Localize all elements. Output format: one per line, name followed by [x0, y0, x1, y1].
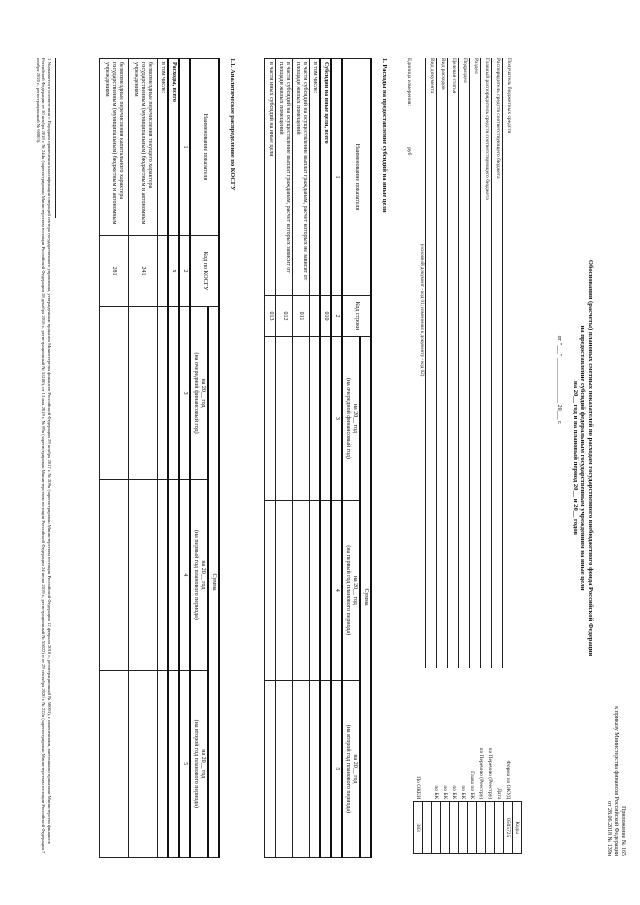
- appendix-block: [605, 600, 626, 856]
- table-row: безвозмездные перечисления текущего характера государственным (муниципальным) бюджетным и автономным учреждениям 241: [128, 59, 157, 858]
- unit-value: руб: [406, 147, 412, 156]
- col-year1-header: на 20__ год (на очередной финансовый год): [190, 307, 208, 480]
- form-row: по БК: [459, 712, 468, 854]
- col-year3-header: на 20__ год (на второй год планового периода): [342, 680, 360, 857]
- codes-table: [413, 712, 522, 854]
- col-year2-header: на 20__ год (на первый год планового периода): [342, 500, 360, 680]
- col-name-header: Наименование показателя: [190, 59, 219, 236]
- form-row: по Перечню (Реестру): [477, 712, 486, 854]
- footnote-divider: [55, 58, 56, 218]
- appendix-line-3: от 28.06.2018 № 139н: [606, 801, 613, 856]
- appendix-line-2: к приказу Министерства финансов Российской Федерации: [613, 706, 620, 856]
- field-subsection[interactable]: Подраздел: [458, 58, 468, 668]
- col-name-header: Наименование показателя: [342, 59, 371, 296]
- column-numbers-row: 1 2 3 4 5: [331, 59, 342, 858]
- form-row: Дата: [495, 712, 504, 854]
- form-row: по БК: [441, 712, 450, 854]
- form-row: по БК: [432, 712, 441, 854]
- table-row: в части иных субсидий на иные цели 013: [265, 59, 276, 858]
- field-doc-type[interactable]: Вид документа: [425, 58, 435, 668]
- unit-row: [406, 58, 412, 155]
- section1-title: 1. Расходы на предоставление субсидий на иные цели: [381, 58, 388, 213]
- table-row: в части субсидий на осуществление выплат гражданам, расчет которых не зависит от площади жилых помещений 011: [293, 59, 310, 858]
- form-row: [423, 712, 432, 854]
- footnote: 1 Указывается в соответствии с Порядком применения классификации операций сектора государственного управления, утвержденным приказом Министерства финансов Российской Федерации 29 ноября 2017 г. № 209н (зарегистрирован Министерством юстиции Российской Федерации 12 февраля 2018 г., регистрационный № 50003), с изменениями, внесенными приказами Министерства финансов Российской Федерации от 30 ноября 2018 г. № 244н (зарегистрирован Министерством юстиции Российской Федерации 28 декабря 2018 г., регистрационный № 53180), от 13 мая 2019 г. № 69н (зарегистрирован Министерством юстиции Российской Федерации 24 июня 2019 г., регистрационный № 55022) и от 29 сентября 2020 г. № 222н (зарегистрирован Министерством юстиции Российской Федерации 7 ноября 2020 г., регистрационный № 60803).: [36, 58, 52, 854]
- form-title: [571, 58, 594, 858]
- table-row: в том числе:: [157, 59, 168, 858]
- field-manager[interactable]: Распорядитель средств соответствующего бюджета: [491, 58, 501, 668]
- field-section[interactable]: Раздел: [469, 58, 479, 668]
- col-year3-header: на 20__ год (на второй год планового периода): [190, 670, 208, 857]
- field-target-article[interactable]: Целевая статья: [447, 58, 457, 668]
- section11-table: [99, 58, 220, 858]
- column-numbers-row: 1 2 3 4 5: [179, 59, 190, 858]
- table-row: в части субсидий на осуществление выплат гражданам, расчет которых зависит от площади жилых помещений 012: [276, 59, 293, 858]
- form-row: по Перечню (Реестру): [486, 712, 495, 854]
- col-sum-header: Сумма: [208, 307, 219, 858]
- col-year1-header: на 20__ год (на очередной финансовый год): [342, 337, 360, 501]
- table-row: Расходы, всего х: [168, 59, 179, 858]
- codes-header: Коды: [513, 802, 522, 854]
- form-row: Глава по БК: [468, 712, 477, 854]
- field-recipient[interactable]: Получатель бюджетных средств: [502, 58, 512, 668]
- form-row: по БК: [450, 712, 459, 854]
- date-line: от "___" _______________ 20___ г.: [556, 335, 562, 425]
- col-kosgu-header: Код по КОСГУ: [190, 236, 219, 307]
- unit-label: Единица измерения:: [406, 58, 412, 106]
- title-line-1: Обоснования (расчеты) плановых сметных показателей по расходам государственного внебюджетного фонда Российской Федерации: [587, 259, 594, 657]
- field-chief-manager[interactable]: Главный распорядитель средств соответствующего бюджета: [480, 58, 490, 668]
- section11-title: 1.1. Аналитическое распределение по КОСГУ: [229, 58, 236, 191]
- form-row: По ОКЕИ 383: [414, 712, 423, 854]
- col-sum-header: Сумма: [360, 337, 371, 858]
- appendix-line-1: Приложение № 165: [620, 806, 626, 856]
- form-row: Форма по ОКУД 0505725: [504, 712, 513, 854]
- field-expense-type[interactable]: Вид расходов: [436, 58, 446, 668]
- doc-type-hint: (основной документ - код 01; изменения к документу - код 02): [419, 243, 424, 377]
- title-line-2: на предоставление субсидий федеральным государственным учреждениям на иные цели: [579, 325, 587, 591]
- table-row: безвозмездные перечисления капитального характера государственным (муниципальным) бюджетным и автономным учреждениям 281: [99, 59, 128, 858]
- col-year2-header: на 20__ год (на первый год планового периода): [190, 480, 208, 670]
- col-code-header: Код строки: [342, 296, 371, 337]
- section1-table: [264, 58, 372, 858]
- table-row: Субсидии на иные цели, всего 010: [320, 59, 331, 858]
- table-row: в том числе:: [309, 59, 320, 858]
- title-line-3: на 20__ год и на плановый период 20__ и 20__ годов: [571, 381, 579, 535]
